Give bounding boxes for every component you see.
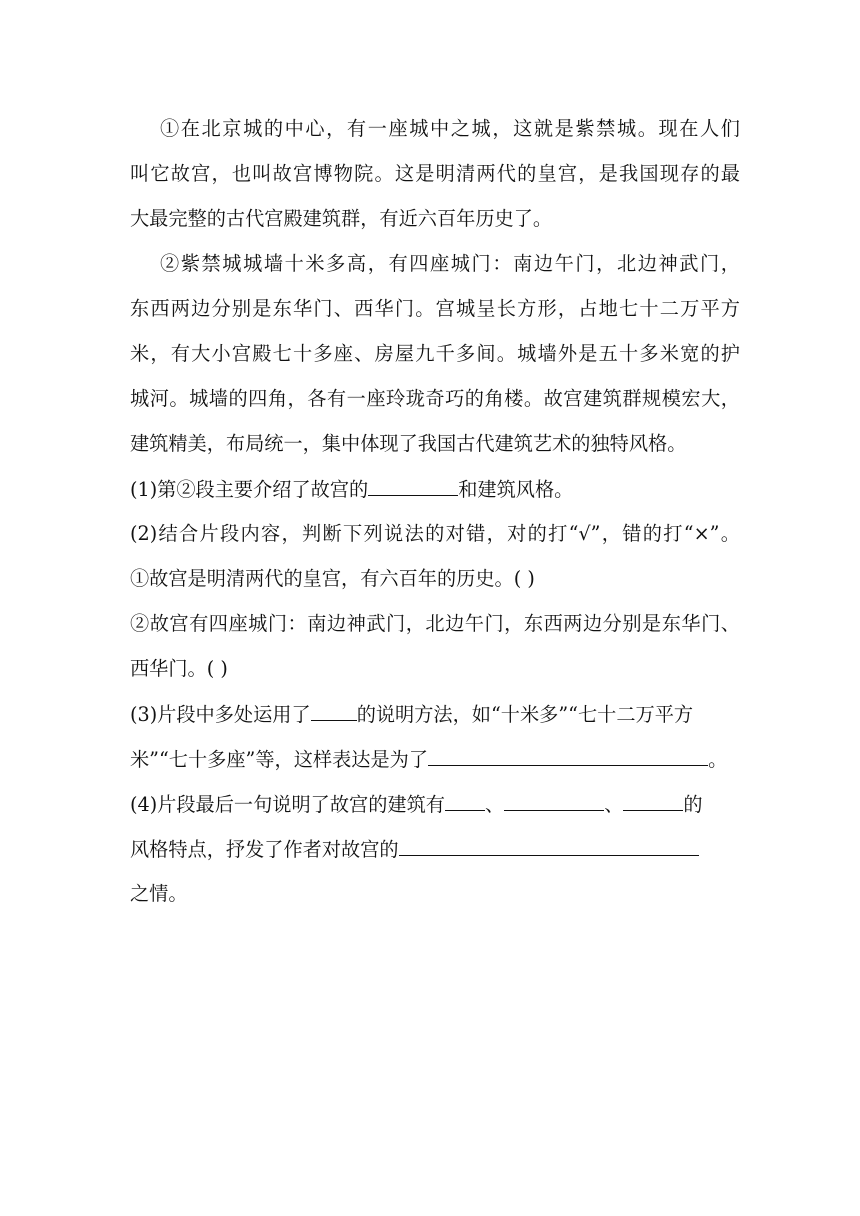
question-3-line2-text: 米”“七十多座”等，这样表达是为了 <box>130 748 429 771</box>
question-3-line2-end: 。 <box>708 748 728 771</box>
question-4-line2 <box>130 837 740 862</box>
question-4-separator-1: 、 <box>485 793 505 816</box>
question-3-line1 <box>130 702 740 727</box>
question-4-blank-1[interactable] <box>445 792 485 811</box>
question-3-method-blank[interactable] <box>311 702 357 721</box>
question-2-item-2-line1: ②故宫有四座城门：南边神武门，北边午门，东西两边分别是东华门、 <box>130 612 740 635</box>
passage-para1-line1: ①在北京城的中心，有一座城中之城，这就是紫禁城。现在人们 <box>160 117 740 140</box>
question-1 <box>130 477 740 502</box>
question-2-stem: (2)结合片段内容，判断下列说法的对错，对的打“√”，错的打“×”。 <box>130 522 740 545</box>
question-4-line2-text: 风格特点，抒发了作者对故宫的 <box>130 838 399 861</box>
passage-para1-line2: 叫它故宫，也叫故宫博物院。这是明清两代的皇宫，是我国现存的最 <box>130 162 740 185</box>
question-1-text-before: (1)第②段主要介绍了故宫的 <box>130 478 369 501</box>
question-3-line2 <box>130 747 740 772</box>
passage-para2-line5: 建筑精美，布局统一，集中体现了我国古代建筑艺术的独特风格。 <box>130 432 687 455</box>
question-3-text-before: (3)片段中多处运用了 <box>130 703 311 726</box>
question-4-text-after: 的 <box>683 793 703 816</box>
question-4-separator-2: 、 <box>604 793 624 816</box>
question-4-blank-3[interactable] <box>623 792 683 811</box>
question-2-item-1: ①故宫是明清两代的皇宫，有六百年的历史。( ) <box>130 567 535 590</box>
passage-para2-line1: ②紫禁城城墙十米多高，有四座城门：南边午门，北边神武门， <box>160 252 740 275</box>
passage-para2-line2: 东西两边分别是东华门、西华门。宫城呈长方形，占地七十二万平方 <box>130 297 740 320</box>
question-2-item-2-line2: 西华门。( ) <box>130 657 228 680</box>
question-4-text-before: (4)片段最后一句说明了故宫的建筑有 <box>130 793 445 816</box>
passage-para2-line3: 米，有大小宫殿七十多座、房屋九千多间。城墙外是五十多米宽的护 <box>130 342 740 365</box>
question-1-answer-blank[interactable] <box>368 477 458 496</box>
question-4-feeling-blank[interactable] <box>399 837 699 856</box>
passage-para1-line3: 大最完整的古代宫殿建筑群，有近六百年历史了。 <box>130 207 553 230</box>
question-3-text-after: 的说明方法，如“十米多”“七十二万平方 <box>356 703 694 726</box>
question-1-text-after: 和建筑风格。 <box>458 478 574 501</box>
passage-para2-line4: 城河。城墙的四角，各有一座玲珑奇巧的角楼。故宫建筑群规模宏大， <box>130 387 740 410</box>
question-3-purpose-blank[interactable] <box>428 747 708 766</box>
question-4-line3: 之情。 <box>130 882 188 905</box>
question-4-blank-2[interactable] <box>504 792 604 811</box>
question-4-line1 <box>130 792 740 817</box>
